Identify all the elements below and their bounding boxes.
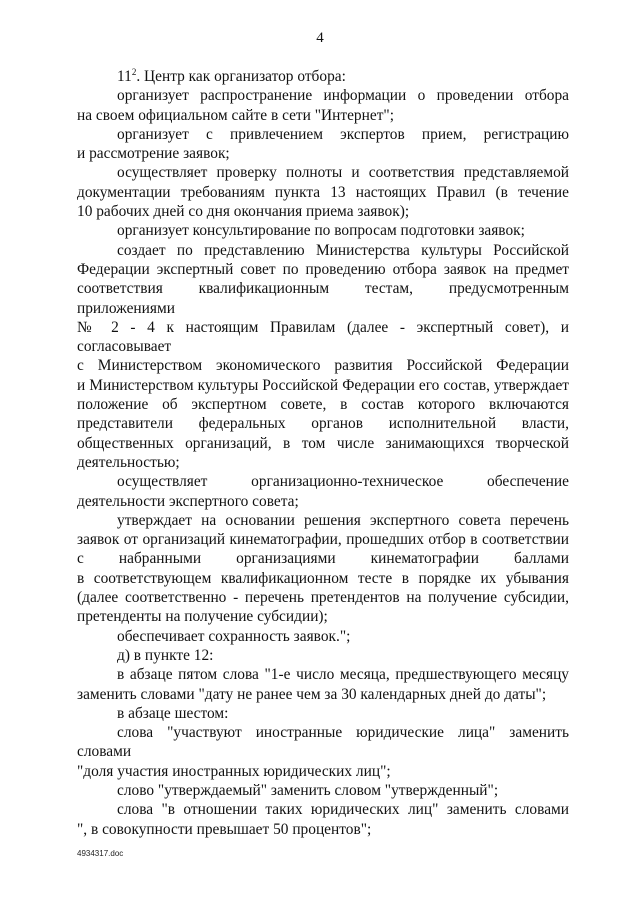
text-line: № 2 - 4 к настоящим Правилам (далее - экспертный совет), и согласовывает	[77, 318, 569, 356]
paragraph-fifth-clause	[77, 665, 569, 684]
text-line: слова "участвуют иностранные юридические лица" заменить словами	[77, 724, 569, 761]
text-line: на своем официальном сайте в сети "Интернет";	[77, 106, 394, 124]
text-line: деятельности экспертного совета;	[77, 492, 299, 510]
text-line: ", в совокупности превышает 50 процентов";	[77, 820, 372, 838]
paragraph-sixth-clause	[77, 704, 569, 723]
text-line: в абзаце шестом:	[117, 704, 229, 722]
paragraph-verification	[77, 163, 569, 182]
text-line: положение об экспертном совете, в состав которого включаются	[77, 396, 569, 414]
text-line: представители федеральных органов исполнительной власти,	[77, 415, 569, 433]
paragraph-approved-word	[77, 781, 569, 800]
text-line: документации требованиям пункта 13 настоящих Правил (в течение	[77, 183, 569, 201]
text-line: организует с привлечением экспертов прием, регистрацию	[117, 125, 569, 143]
text-line: слово "утверждаемый" заменить словом "утвержденный";	[117, 781, 499, 799]
text-line: д) в пункте 12:	[117, 646, 214, 664]
paragraph-foreign-entities	[77, 723, 569, 762]
text-line: организует распространение информации о проведении отбора	[117, 87, 569, 105]
text-line: Федерации экспертный совет по проведению отбора заявок на предмет	[77, 260, 569, 278]
text-line: общественных организаций, в том числе занимающихся творческой	[77, 434, 569, 452]
paragraph-continuation	[77, 820, 569, 839]
paragraph-continuation	[77, 144, 569, 163]
text-line: претенденты на получение субсидии);	[77, 608, 328, 626]
text-line: и Министерством культуры Российской Федерации его состав, утверждает	[77, 376, 569, 394]
text-line: "доля участия иностранных юридических лиц";	[77, 762, 391, 780]
text-line: с набранными организациями кинематографии баллами	[77, 550, 569, 568]
paragraph-technical-support	[77, 472, 569, 491]
paragraph-info-distribution	[77, 86, 569, 105]
paragraph-continuation	[77, 183, 569, 222]
text-line: и рассмотрение заявок;	[77, 145, 230, 163]
paragraph-registration	[77, 125, 569, 144]
text-line: в соответствующем квалификационном тесте в порядке их убывания	[77, 569, 569, 587]
paragraph-consulting	[77, 221, 569, 240]
paragraph-continuation	[77, 106, 569, 125]
text-line: заменить словами "дату не ранее чем за 30 календарных дней до даты";	[77, 685, 547, 703]
text-line: осуществляет организационно-техническое обеспечение	[117, 473, 569, 491]
text-line: заявок от организаций кинематографии, прошедших отбор в соответствии	[77, 531, 569, 549]
paragraph-item-12	[77, 646, 569, 665]
paragraph-continuation	[77, 530, 569, 626]
footer-filename: 4934317.doc	[77, 849, 124, 858]
paragraph-center-organizer: $11^2$. Центр как организатор отбора:	[117, 66, 346, 85]
text-line: создает по представлению Министерства культуры Российской	[117, 241, 569, 259]
paragraph-continuation	[77, 762, 569, 781]
paragraph-continuation	[77, 492, 569, 511]
document-body	[77, 67, 569, 839]
text-line: 10 рабочих дней со дня окончания приема заявок);	[77, 203, 410, 221]
text-line: обеспечивает сохранность заявок.";	[117, 627, 351, 645]
text-line: в абзаце пятом слова "1-е число месяца, предшествующего месяцу	[117, 666, 569, 684]
text-line: организует консультирование по вопросам подготовки заявок;	[117, 222, 525, 240]
text-line: деятельностью;	[77, 453, 180, 471]
paragraph-continuation	[77, 260, 569, 472]
text-line: с Министерством экономического развития Российской Федерации	[77, 357, 569, 375]
text-line: слова "в отношении таких юридических лиц" заменить словами	[117, 801, 569, 819]
paragraph-approves-list	[77, 511, 569, 530]
text-line: утверждает на основании решения экспертного совета перечень	[117, 511, 569, 529]
text-line: осуществляет проверку полноты и соответствия представляемой	[117, 164, 569, 182]
text-line: (далее соответственно - перечень претендентов на получение субсидии,	[77, 589, 569, 607]
text-line: соответствия квалификационным тестам, предусмотренным приложениями	[77, 280, 569, 317]
paragraph-safekeeping	[77, 627, 569, 646]
paragraph-such-entities	[77, 800, 569, 819]
paragraph-expert-council	[77, 241, 569, 260]
page-number: 4	[316, 30, 324, 46]
paragraph-continuation	[77, 685, 569, 704]
